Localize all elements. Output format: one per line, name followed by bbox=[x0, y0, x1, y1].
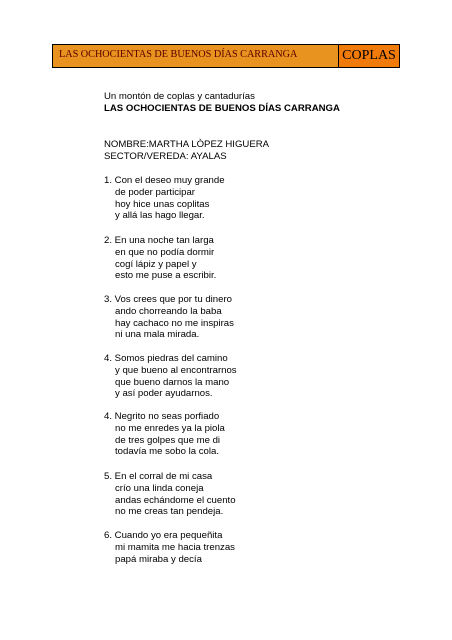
copla-line: andas echándome el cuento bbox=[115, 494, 236, 506]
header-bar bbox=[52, 44, 400, 68]
copla-line: y que bueno al encontrarnos bbox=[115, 364, 237, 376]
copla-line: de tres golpes que me di bbox=[115, 434, 221, 446]
author-sector: SECTOR/VEREDA: AYALAS bbox=[104, 150, 227, 162]
copla-line: mi mamita me hacia trenzas bbox=[115, 541, 235, 553]
copla-line: hoy hice unas coplitas bbox=[115, 198, 210, 210]
copla-3 bbox=[104, 294, 234, 341]
header-title: LAS OCHOCIENTAS DE BUENOS DÍAS CARRANGA bbox=[59, 49, 298, 60]
copla-line: ni una mala mirada. bbox=[115, 329, 200, 341]
copla-line: en que no podía dormir bbox=[115, 246, 215, 258]
copla-7 bbox=[104, 530, 235, 565]
intro-block bbox=[104, 91, 340, 115]
copla-line: y así poder ayudarnos. bbox=[115, 388, 213, 400]
copla-line: cogí lápiz y papel y bbox=[115, 258, 197, 270]
copla-line: no me creas tan pendeja. bbox=[115, 506, 224, 518]
intro-subtitle: Un montón de coplas y cantadurías bbox=[104, 91, 255, 102]
copla-2 bbox=[104, 235, 216, 282]
copla-line: que bueno darnos la mano bbox=[115, 376, 230, 388]
intro-title: LAS OCHOCIENTAS DE BUENOS DÍAS CARRANGA bbox=[104, 102, 340, 114]
copla-5 bbox=[104, 411, 225, 458]
author-block bbox=[104, 139, 269, 163]
copla-line: y allá las hago llegar. bbox=[115, 210, 205, 222]
copla-line: papá miraba y decía bbox=[115, 553, 202, 565]
header-badge-label: COPLAS bbox=[342, 48, 396, 63]
copla-line: todavía me sobo la cola. bbox=[115, 446, 219, 458]
copla-line: de poder participar bbox=[115, 186, 195, 198]
copla-line: no me enredes ya la piola bbox=[115, 422, 225, 434]
author-name: NOMBRE:MARTHA LÒPEZ HIGUERA bbox=[104, 139, 270, 150]
copla-line: ando chorreando la baba bbox=[115, 305, 222, 317]
copla-line: 3. Vos crees que por tu dinero bbox=[104, 294, 232, 305]
header-badge bbox=[338, 44, 400, 68]
copla-line: hay cachaco no me inspiras bbox=[115, 317, 234, 329]
copla-line: crío una linda coneja bbox=[115, 482, 204, 494]
copla-line: 4. Somos piedras del camino bbox=[104, 353, 228, 364]
copla-line: 6. Cuando yo era pequeñita bbox=[104, 530, 223, 541]
copla-line: 4. Negrito no seas porfiado bbox=[104, 411, 220, 422]
copla-line: 1. Con el deseo muy grande bbox=[104, 175, 225, 186]
copla-line: 2. En una noche tan larga bbox=[104, 235, 214, 246]
copla-line: esto me puse a escribir. bbox=[115, 270, 217, 282]
copla-4 bbox=[104, 353, 237, 400]
copla-1 bbox=[104, 175, 225, 222]
copla-6 bbox=[104, 471, 236, 518]
copla-line: 5. En el corral de mi casa bbox=[104, 471, 213, 482]
